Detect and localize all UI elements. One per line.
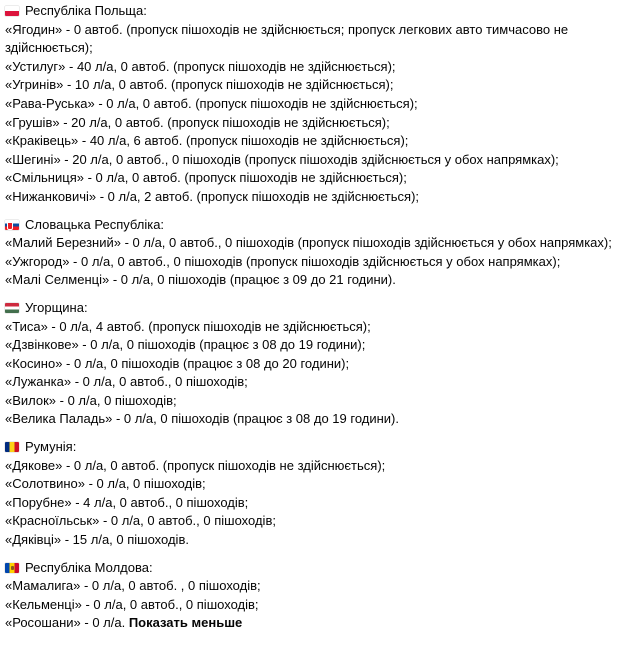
checkpoint-line: «Порубне» - 4 л/а, 0 автоб., 0 пішоходів; [5, 494, 249, 510]
see-less-link[interactable]: Показать меньше [128, 615, 243, 631]
checkpoint-line-last [5, 614, 620, 633]
checkpoint-line: «Кельменці» - 0 л/а, 0 автоб., 0 пішоходів; [5, 596, 259, 612]
checkpoint-text: «Росошани» - 0 л/а. [5, 615, 126, 631]
checkpoint-line: «Дякове» - 0 л/а, 0 автоб. (пропуск пішоходів не здійснюється); [5, 457, 386, 473]
section-heading [5, 299, 620, 318]
checkpoint-line: «Грушів» - 20 л/а, 0 автоб. (пропуск пішоходів не здійснюється); [5, 114, 390, 130]
checkpoint-line: «Краківець» - 40 л/а, 6 автоб. (пропуск пішоходів не здійснюється); [5, 133, 409, 149]
section-romania [5, 438, 620, 550]
section-heading [5, 2, 620, 21]
moldova-flag-icon [5, 563, 19, 573]
checkpoint-line: «Ягодин» - 0 автоб. (пропуск пішоходів не здійснюється; пропуск легкових авто тимчасово не здійснюється); [5, 21, 569, 56]
hungary-flag-icon [5, 303, 19, 313]
checkpoint-line: «Лужанка» - 0 л/а, 0 автоб., 0 пішоходів; [5, 374, 248, 390]
country-name: Республіка Польща: [25, 3, 147, 18]
checkpoint-line: «Вилок» - 0 л/а, 0 пішоходів; [5, 392, 177, 408]
checkpoint-line: «Велика Паладь» - 0 л/а, 0 пішоходів (працює з 08 до 19 години). [5, 411, 399, 427]
checkpoint-line: «Красноїльськ» - 0 л/а, 0 автоб., 0 пішоходів; [5, 513, 276, 529]
checkpoint-line: «Шегині» - 20 л/а, 0 автоб., 0 пішоходів (пропуск пішоходів здійснюється у обох напрямках); [5, 151, 559, 167]
section-poland [5, 2, 620, 207]
checkpoint-line: «Мамалига» - 0 л/а, 0 автоб. , 0 пішоходів; [5, 578, 261, 594]
checkpoint-line: «Малий Березний» - 0 л/а, 0 автоб., 0 пішоходів (пропуск пішоходів здійснюється у обох напрямках); [5, 235, 612, 251]
checkpoint-line: «Смільниця» - 0 л/а, 0 автоб. (пропуск пішоходів не здійснюється); [5, 170, 407, 186]
checkpoint-line: «Нижанковичі» - 0 л/а, 2 автоб. (пропуск пішоходів не здійснюється); [5, 188, 420, 204]
checkpoint-line: «Косино» - 0 л/а, 0 пішоходів (працює з 08 до 20 години); [5, 355, 350, 371]
checkpoint-line: «Угринів» - 10 л/а, 0 автоб. (пропуск пішоходів не здійснюється); [5, 77, 394, 93]
country-name: Румунія: [25, 439, 77, 455]
country-name: Республіка Молдова: [25, 559, 153, 575]
section-heading [5, 216, 620, 235]
section-moldova [5, 559, 620, 633]
poland-flag-icon [5, 6, 19, 16]
checkpoint-line: «Тиса» - 0 л/а, 4 автоб. (пропуск пішоходів не здійснюється); [5, 318, 371, 334]
section-heading [5, 559, 620, 578]
checkpoint-line: «Устилуг» - 40 л/а, 0 автоб. (пропуск пішоходів не здійснюється); [5, 58, 396, 74]
checkpoint-line: «Рава-Руська» - 0 л/а, 0 автоб. (пропуск пішоходів не здійснюється); [5, 95, 418, 111]
checkpoint-line: «Дяківці» - 15 л/а, 0 пішоходів. [5, 532, 189, 548]
section-heading [5, 438, 620, 457]
country-name: Словацька Республіка: [25, 216, 165, 232]
country-name: Угорщина: [25, 299, 88, 315]
checkpoint-line: «Дзвінкове» - 0 л/а, 0 пішоходів (працює з 08 до 19 години); [5, 337, 366, 353]
slovakia-flag-icon [5, 220, 19, 230]
section-hungary [5, 299, 620, 429]
romania-flag-icon [5, 442, 19, 452]
checkpoint-line: «Ужгород» - 0 л/а, 0 автоб., 0 пішоходів (пропуск пішоходів здійснюється у обох напрямках); [5, 253, 561, 269]
checkpoint-line: «Солотвино» - 0 л/а, 0 пішоходів; [5, 476, 206, 492]
checkpoint-line: «Малі Селменці» - 0 л/а, 0 пішоходів (працює з 09 до 21 години). [5, 272, 396, 288]
section-slovakia [5, 216, 620, 290]
